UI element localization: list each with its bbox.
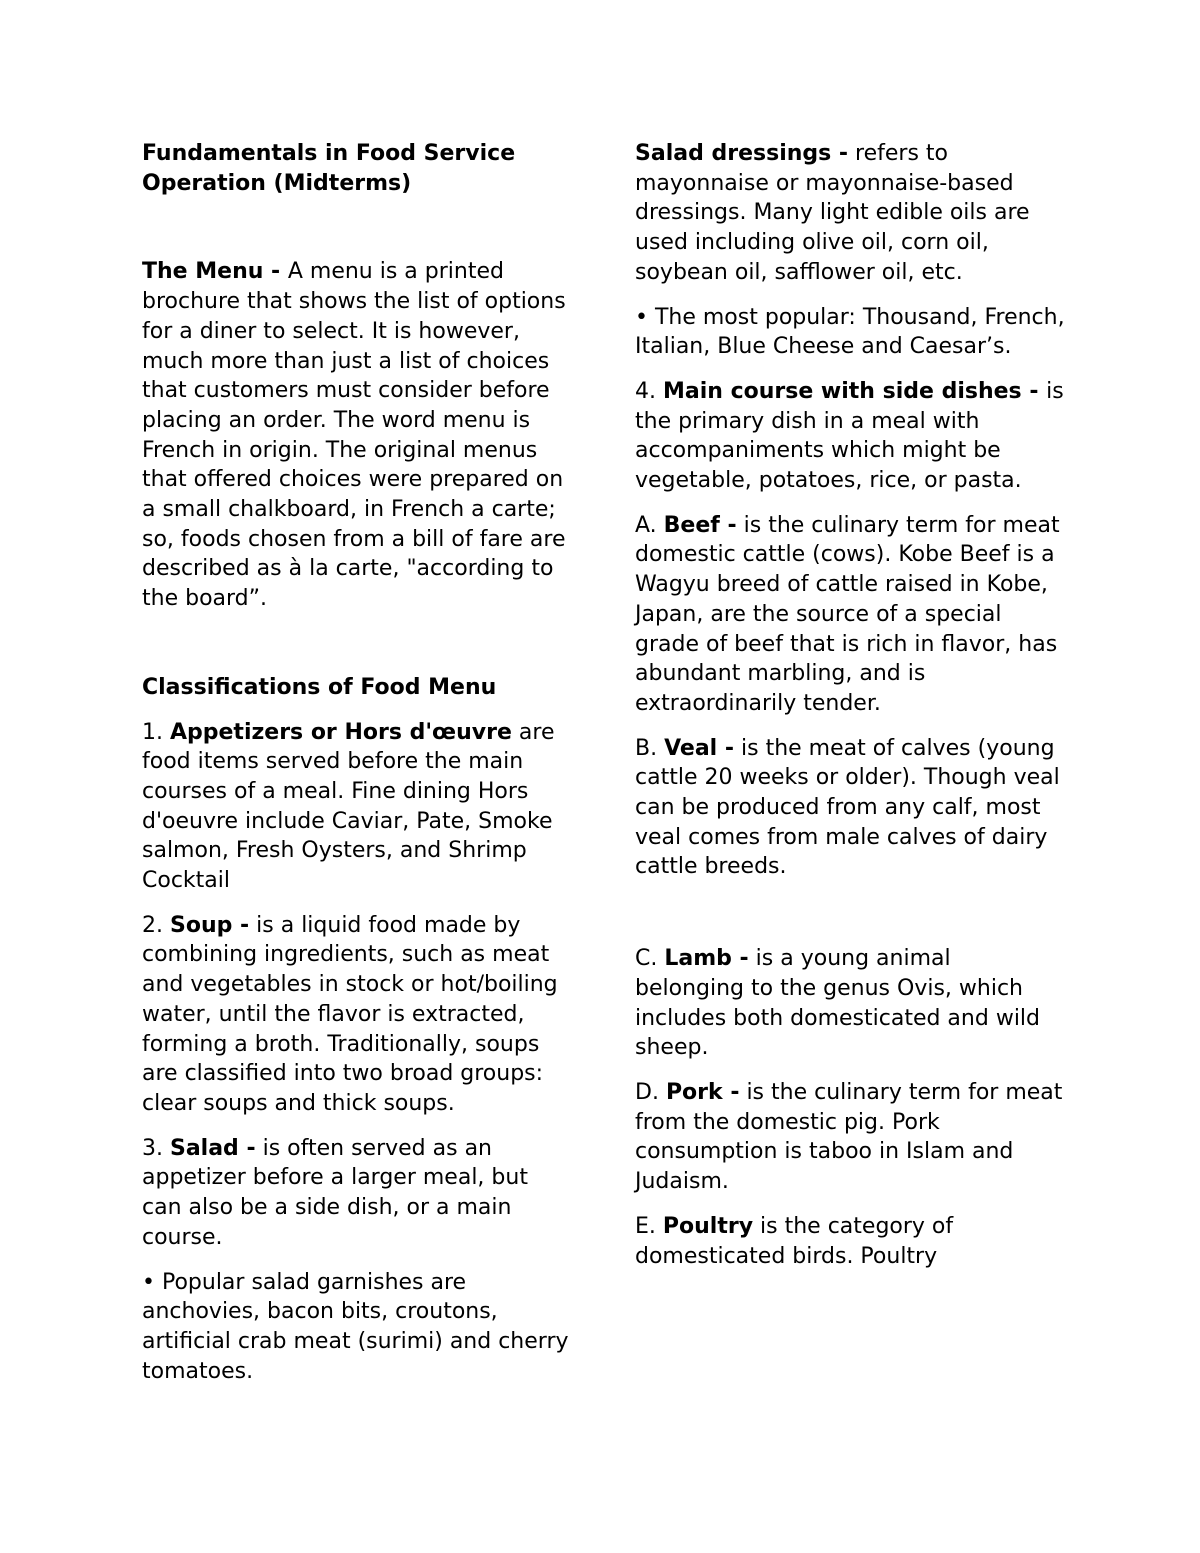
meat-beef: A. Beef - is the culinary term for meat domestic cattle (cows). Kobe Beef is a Wagyu breed of cattle raised in Kobe, Japan, are the source of a special grade of beef that is rich in flavor, has abundant marbling, and is extraordinarily tender. <box>635 512 1060 716</box>
right-column <box>635 139 1065 1286</box>
salad-dressings: Salad dressings - refers to mayonnaise or mayonnaise-based dressings. Many light edible oils are used including olive oil, corn oil, soybean oil, safflower oil, etc. <box>635 141 1030 285</box>
menu-term: The Menu <box>142 259 264 285</box>
meat-pork: D. Pork - is the culinary term for meat from the domestic pig. Pork consumption is taboo in Islam and Judaism. <box>635 1079 1063 1195</box>
meat-lamb: C. Lamb - is a young animal belonging to the genus Ovis, which includes both domesticated and wild sheep. <box>635 946 1041 1061</box>
salad-garnish-bullet: • Popular salad garnishes are anchovies, bacon bits, croutons, artificial crab meat (surimi) and cherry tomatoes. <box>142 1269 569 1384</box>
document-title: Fundamentals in Food Service Operation (Midterms) <box>142 141 516 196</box>
meat-poultry: E. Poultry is the category of domesticated birds. Poultry <box>635 1213 954 1269</box>
classifications-heading: Classifications of Food Menu <box>142 674 497 700</box>
popular-dressings-bullet: • The most popular: Thousand, French, Italian, Blue Cheese and Caesar’s. <box>635 304 1065 360</box>
meat-veal: B. Veal - is the meat of calves (young cattle 20 weeks or older). Though veal can be produced from any calf, most veal comes from male calves of dairy cattle breeds. <box>635 735 1060 880</box>
menu-definition: The Menu - A menu is a printed brochure that shows the list of options for a diner to select. It is however, much more than just a list of choices that customers must consider before placing an order. The word menu is French in origin. The original menus that offered choices were prepared on a small chalkboard, in French a carte; so, foods chosen from a bill of fare are described as à la carte, "according to the board”. <box>142 259 566 612</box>
left-column <box>142 139 572 1401</box>
item-appetizers: 1. Appetizers or Hors d'œuvre are food items served before the main courses of a meal. Fine dining Hors d'oeuvre include Caviar, Pate, Smoke salmon, Fresh Oysters, and Shrimp Cocktail <box>142 719 555 894</box>
item-salad: 3. Salad - is often served as an appetizer before a larger meal, but can also be a side dish, or a main course. <box>142 1135 528 1250</box>
menu-text: A menu is a printed brochure that shows the list of options for a diner to select. It is however, much more than just a list of choices that customers must consider before placing an order. The word menu is French in origin. The original menus that offered choices were prepared on a small chalkboard, in French a carte; so, foods chosen from a bill of fare are described as à la carte, "according to the board”. <box>142 259 566 612</box>
item-soup: 2. Soup - is a liquid food made by combining ingredients, such as meat and vegetables in stock or hot/boiling water, until the flavor is extracted, forming a broth. Traditionally, soups are classified into two broad groups: clear soups and thick soups. <box>142 912 558 1116</box>
item-main-course: 4. Main course with side dishes - is the primary dish in a meal with accompaniments which might be vegetable, potatoes, rice, or pasta. <box>635 378 1064 494</box>
